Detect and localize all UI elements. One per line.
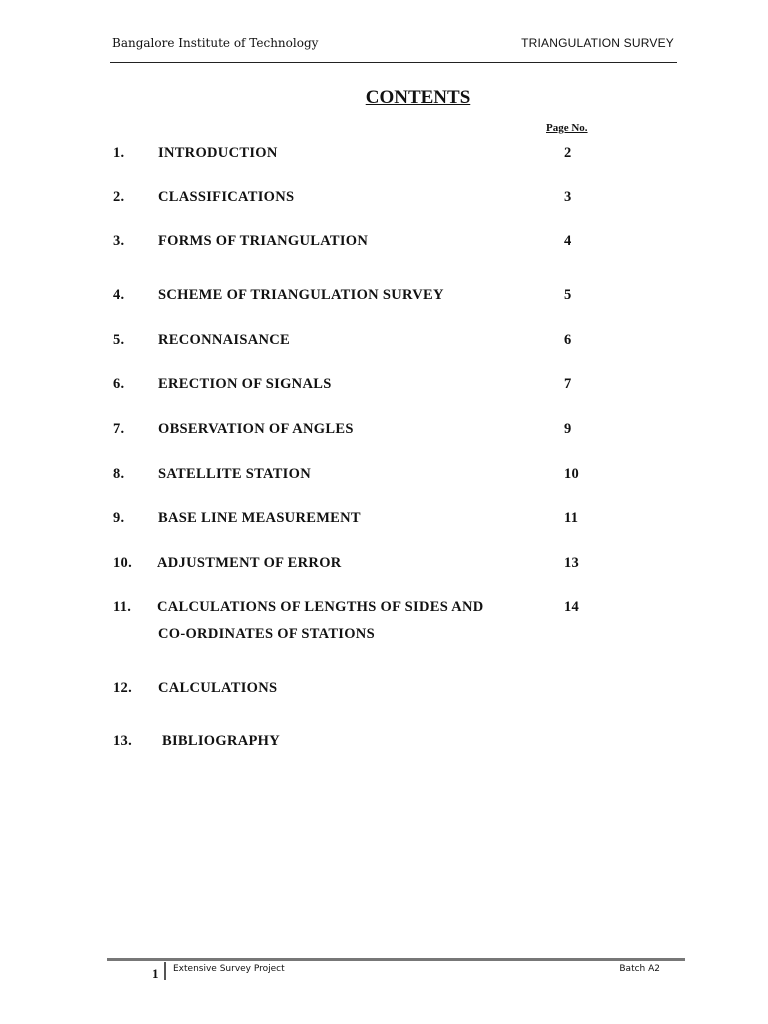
footer-separator	[164, 962, 166, 980]
toc-entry	[0, 555, 768, 575]
header-subject: TRIANGULATION SURVEY	[521, 36, 674, 50]
toc-title: BIBLIOGRAPHY	[162, 733, 281, 749]
toc-entry	[0, 233, 768, 253]
toc-page: 2	[564, 145, 572, 161]
toc-title: CALCULATIONS	[158, 680, 278, 696]
toc-number: 12.	[113, 680, 133, 696]
toc-number: 13.	[113, 733, 133, 749]
toc-title: CALCULATIONS OF LENGTHS OF SIDES AND	[157, 599, 484, 615]
toc-entry	[0, 733, 768, 753]
toc-page: 13	[564, 555, 580, 571]
toc-title: ERECTION OF SIGNALS	[158, 376, 332, 392]
toc-page: 9	[564, 421, 572, 437]
toc-title: SCHEME OF TRIANGULATION SURVEY	[158, 287, 444, 303]
toc-number: 8.	[113, 466, 125, 482]
toc-title: FORMS OF TRIANGULATION	[158, 233, 369, 249]
toc-number: 3.	[113, 233, 125, 249]
toc-page: 11	[564, 510, 579, 526]
toc-number: 1.	[113, 145, 125, 161]
toc-title: INTRODUCTION	[158, 145, 278, 161]
toc-title: SATELLITE STATION	[158, 466, 311, 482]
toc-page: 5	[564, 287, 572, 303]
toc-number: 11.	[113, 599, 132, 615]
toc-page: 7	[564, 376, 572, 392]
toc-title: OBSERVATION OF ANGLES	[158, 421, 354, 437]
toc-number: 9.	[113, 510, 125, 526]
footer-page-number: 1	[152, 966, 159, 981]
toc-page: 6	[564, 332, 572, 348]
footer-project: Extensive Survey Project	[173, 964, 285, 974]
toc-entry	[0, 287, 768, 307]
toc-number: 5.	[113, 332, 125, 348]
toc-entry	[0, 599, 768, 649]
toc-title: CLASSIFICATIONS	[158, 189, 295, 205]
toc-entry	[0, 332, 768, 352]
toc-entry	[0, 680, 768, 700]
toc-entry	[0, 189, 768, 209]
toc-title-continuation: CO-ORDINATES OF STATIONS	[158, 626, 375, 642]
toc-page: 10	[564, 466, 580, 482]
toc-title: BASE LINE MEASUREMENT	[158, 510, 361, 526]
toc-entry	[0, 421, 768, 441]
footer-batch: Batch A2	[619, 964, 660, 974]
toc-entry	[0, 145, 768, 165]
header-institute: Bangalore Institute of Technology	[112, 36, 319, 50]
footer-divider	[107, 958, 685, 961]
toc-number: 4.	[113, 287, 125, 303]
page-no-heading: Page No.	[546, 122, 588, 134]
toc-entry	[0, 510, 768, 530]
toc-number: 7.	[113, 421, 125, 437]
toc-page: 14	[564, 599, 580, 615]
toc-entry	[0, 376, 768, 396]
toc-page: 4	[564, 233, 572, 249]
toc-title: ADJUSTMENT OF ERROR	[157, 555, 342, 571]
contents-title: CONTENTS	[365, 87, 471, 108]
toc-entry	[0, 466, 768, 486]
toc-number: 2.	[113, 189, 125, 205]
toc-page: 3	[564, 189, 572, 205]
toc-number: 10.	[113, 555, 133, 571]
toc-number: 6.	[113, 376, 125, 392]
toc-title: RECONNAISANCE	[158, 332, 290, 348]
header-divider	[110, 62, 677, 63]
